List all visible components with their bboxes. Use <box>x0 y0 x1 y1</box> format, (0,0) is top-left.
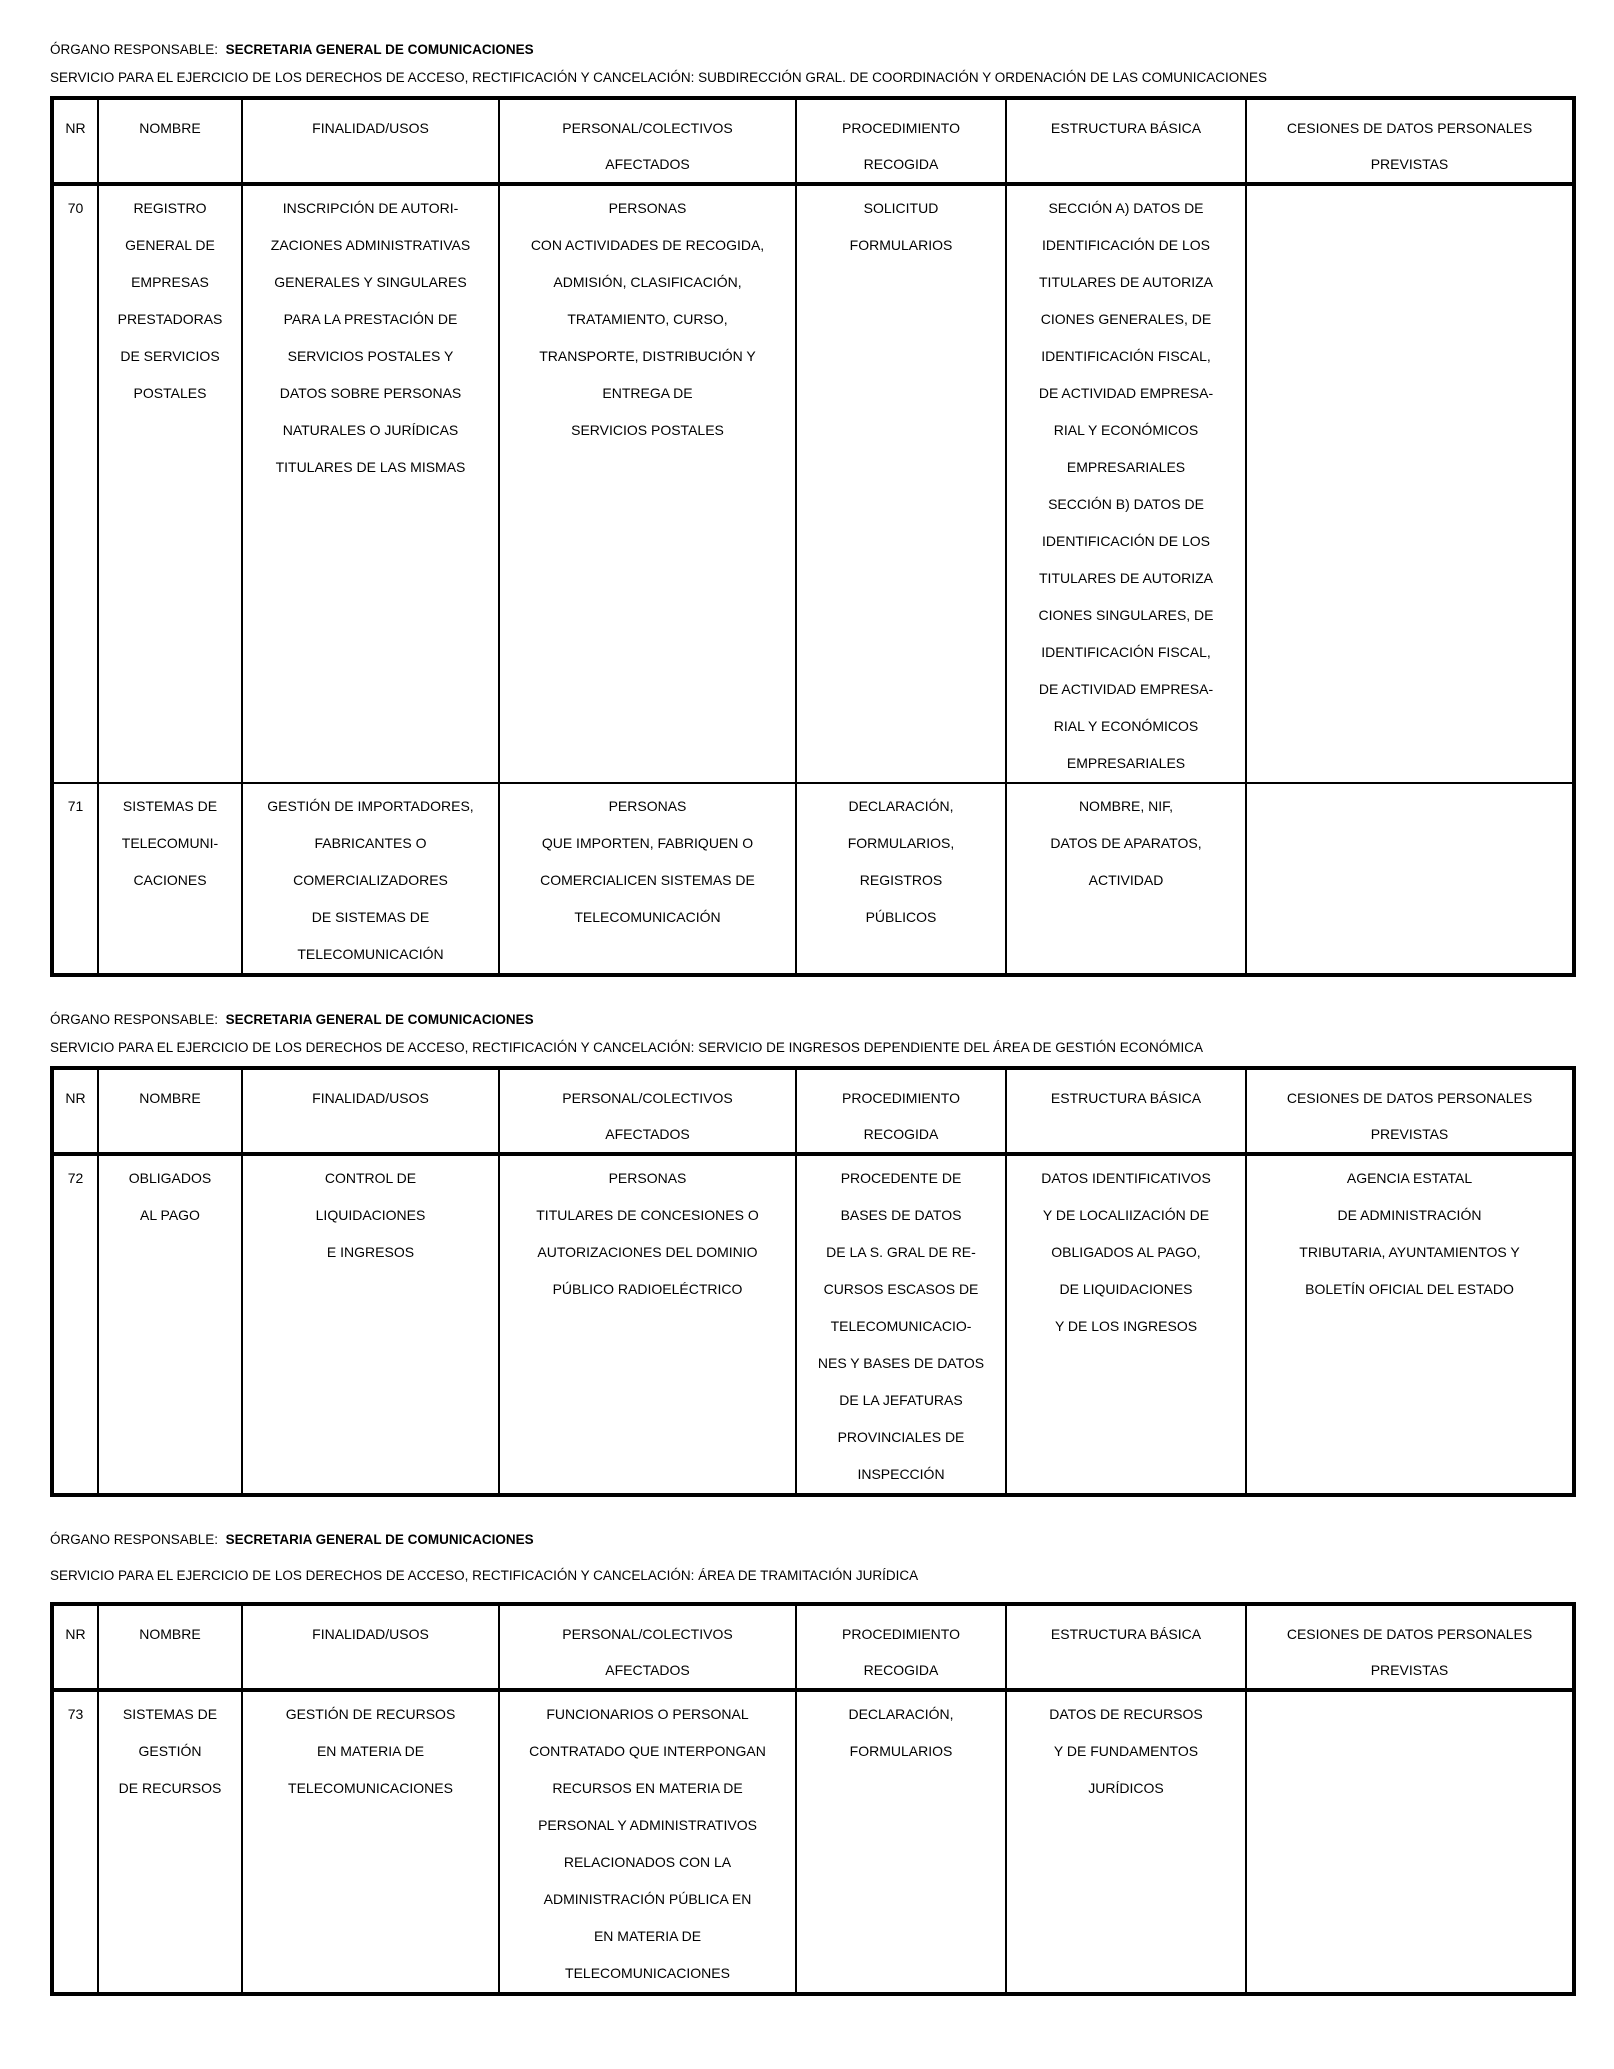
cell-text: EMPRESAS <box>131 274 209 290</box>
cell-text: INSPECCIÓN <box>857 1466 945 1482</box>
cell-text: PÚBLICOS <box>865 909 937 925</box>
header-text: AFECTADOS <box>605 156 690 172</box>
cell-text: DE LA S. GRAL DE RE- <box>826 1244 976 1260</box>
cell-text: PRESTADORAS <box>117 311 223 327</box>
cell-text: EMPRESARIALES <box>1066 755 1186 771</box>
cell-text: COMERCIALIZADORES <box>293 872 448 888</box>
cell-estructura <box>1006 1690 1246 1994</box>
header-nr <box>52 1604 98 1690</box>
cell-text: TELECOMUNICACIONES <box>288 1780 453 1796</box>
cell-text: DE ACTIVIDAD EMPRESA- <box>1038 385 1214 401</box>
header-nombre <box>98 1068 242 1154</box>
cell-text: TELECOMUNICACIÓN <box>297 946 444 962</box>
cell-text: 72 <box>67 1170 84 1186</box>
servicio-line: SERVICIO PARA EL EJERCICIO DE LOS DERECHOS DE ACCESO, RECTIFICACIÓN Y CANCELACIÓN: SUBDIRECCIÓN GRAL. DE COORDINACIÓN Y ORDENACIÓN DE LAS COMUNICACIONES <box>50 70 1267 85</box>
cell-text: TELECOMUNICACIÓN <box>574 909 721 925</box>
cell-text: Y DE LOCALIIZACIÓN DE <box>1042 1207 1210 1223</box>
cell-text: RIAL Y ECONÓMICOS <box>1053 422 1199 438</box>
cell-text: E INGRESOS <box>326 1244 415 1260</box>
cell-text: TRATAMIENTO, CURSO, <box>567 311 728 327</box>
header-text: RECOGIDA <box>863 1662 939 1678</box>
header-text: NR <box>65 1626 86 1642</box>
cell-text: TITULARES DE LAS MISMAS <box>275 459 466 475</box>
header-text: ESTRUCTURA BÁSICA <box>1050 1090 1202 1106</box>
servicio-line: SERVICIO PARA EL EJERCICIO DE LOS DERECHOS DE ACCESO, RECTIFICACIÓN Y CANCELACIÓN: ÁREA DE TRAMITACIÓN JURÍDICA <box>50 1568 919 1583</box>
cell-text: JURÍDICOS <box>1088 1780 1164 1796</box>
cell-text: TITULARES DE AUTORIZA <box>1039 570 1213 586</box>
cell-text: PARA LA PRESTACIÓN DE <box>283 311 458 327</box>
cell-cesiones <box>1246 184 1574 783</box>
cell-text: CONTRATADO QUE INTERPONGAN <box>529 1743 766 1759</box>
cell-text: CON ACTIVIDADES DE RECOGIDA, <box>530 237 765 253</box>
cell-text: DATOS SOBRE PERSONAS <box>279 385 462 401</box>
cell-text: RECURSOS EN MATERIA DE <box>552 1780 743 1796</box>
table-row <box>52 783 1574 975</box>
cell-text: PERSONAS <box>608 1170 687 1186</box>
cell-text: OBLIGADOS AL PAGO, <box>1051 1244 1201 1260</box>
header-text: NR <box>65 120 86 136</box>
cell-personal <box>499 184 796 783</box>
cell-nombre <box>98 1690 242 1994</box>
cell-text: PROVINCIALES DE <box>837 1429 965 1445</box>
header-personal <box>499 98 796 184</box>
cell-text: DATOS DE RECURSOS <box>1049 1706 1203 1722</box>
cell-finalidad <box>242 1154 499 1495</box>
header-text: PERSONAL/COLECTIVOS <box>562 1626 733 1642</box>
header-row <box>52 1068 1574 1154</box>
cell-text: FORMULARIOS <box>849 1743 953 1759</box>
table-body <box>52 184 1574 975</box>
cell-text: TELECOMUNICACIO- <box>830 1318 972 1334</box>
cell-text: EN MATERIA DE <box>316 1743 425 1759</box>
cell-text: DE ACTIVIDAD EMPRESA- <box>1038 681 1214 697</box>
cell-text: SOLICITUD <box>863 200 939 216</box>
header-row <box>52 98 1574 184</box>
cell-text: DECLARACIÓN, <box>848 1706 954 1722</box>
cell-text: RELACIONADOS CON LA <box>563 1854 732 1870</box>
section-1 <box>50 1010 1572 1497</box>
header-text: PROCEDIMIENTO <box>842 1626 960 1642</box>
cell-text: SISTEMAS DE <box>122 1706 218 1722</box>
organo-line <box>50 1530 1572 1550</box>
cell-text: PROCEDENTE DE <box>840 1170 962 1186</box>
cell-text: ZACIONES ADMINISTRATIVAS <box>270 237 471 253</box>
cell-text: DATOS DE APARATOS, <box>1050 835 1202 851</box>
cell-text: RIAL Y ECONÓMICOS <box>1053 718 1199 734</box>
header-text: AFECTADOS <box>605 1126 690 1142</box>
cell-text: GESTIÓN <box>138 1743 202 1759</box>
table-body <box>52 1690 1574 1994</box>
cell-text: POSTALES <box>133 385 207 401</box>
cell-text: REGISTRO <box>133 200 207 216</box>
header-text: PREVISTAS <box>1370 1126 1449 1142</box>
servicio-line: SERVICIO PARA EL EJERCICIO DE LOS DERECHOS DE ACCESO, RECTIFICACIÓN Y CANCELACIÓN: SERVICIO DE INGRESOS DEPENDIENTE DEL ÁREA DE GESTIÓN ECONÓMICA <box>50 1040 1204 1055</box>
cell-text: ACTIVIDAD <box>1088 872 1164 888</box>
cell-text: DECLARACIÓN, <box>848 798 954 814</box>
register-table <box>50 1066 1576 1497</box>
header-procedimiento <box>796 1604 1006 1690</box>
cell-text: GENERAL DE <box>125 237 215 253</box>
cell-text: 70 <box>67 200 84 216</box>
cell-procedimiento <box>796 783 1006 975</box>
cell-text: PÚBLICO RADIOELÉCTRICO <box>552 1281 743 1297</box>
cell-nombre <box>98 783 242 975</box>
header-text: PROCEDIMIENTO <box>842 120 960 136</box>
table-row <box>52 1154 1574 1495</box>
cell-nr <box>52 783 98 975</box>
header-procedimiento <box>796 1068 1006 1154</box>
cell-finalidad <box>242 1690 499 1994</box>
header-text: NOMBRE <box>139 1626 201 1642</box>
header-procedimiento <box>796 98 1006 184</box>
organo-value: SECRETARIA GENERAL DE COMUNICACIONES <box>225 1012 534 1027</box>
cell-text: CONTROL DE <box>324 1170 417 1186</box>
cell-text: DE SISTEMAS DE <box>311 909 430 925</box>
cell-text: LIQUIDACIONES <box>315 1207 426 1223</box>
cell-text: PERSONAS <box>608 200 687 216</box>
header-finalidad <box>242 98 499 184</box>
cell-text: TELECOMUNI- <box>121 835 219 851</box>
cell-cesiones <box>1246 1690 1574 1994</box>
header-text: FINALIDAD/USOS <box>312 1626 429 1642</box>
header-text: RECOGIDA <box>863 1126 939 1142</box>
organo-label: ÓRGANO RESPONSABLE: <box>50 42 219 57</box>
cell-text: BOLETÍN OFICIAL DEL ESTADO <box>1305 1281 1514 1297</box>
cell-text: DATOS IDENTIFICATIVOS <box>1041 1170 1211 1186</box>
cell-text: TRIBUTARIA, AYUNTAMIENTOS Y <box>1299 1244 1520 1260</box>
cell-nr <box>52 1154 98 1495</box>
cell-finalidad <box>242 783 499 975</box>
cell-text: IDENTIFICACIÓN DE LOS <box>1041 533 1211 549</box>
cell-text: PERSONAS <box>608 798 687 814</box>
cell-procedimiento <box>796 1154 1006 1495</box>
cell-text: ADMINISTRACIÓN PÚBLICA EN <box>543 1891 752 1907</box>
cell-text: SECCIÓN B) DATOS DE <box>1048 496 1204 512</box>
header-estructura <box>1006 98 1246 184</box>
cell-text: Y DE FUNDAMENTOS <box>1053 1743 1199 1759</box>
cell-text: CIONES GENERALES, DE <box>1040 311 1212 327</box>
cell-text: AL PAGO <box>140 1207 200 1223</box>
cell-text: PERSONAL Y ADMINISTRATIVOS <box>538 1817 757 1833</box>
header-finalidad <box>242 1068 499 1154</box>
cell-text: ENTREGA DE <box>602 385 693 401</box>
organo-value: SECRETARIA GENERAL DE COMUNICACIONES <box>225 1532 534 1547</box>
cell-text: NES Y BASES DE DATOS <box>817 1355 985 1371</box>
cell-text: DE ADMINISTRACIÓN <box>1337 1207 1482 1223</box>
organo-label: ÓRGANO RESPONSABLE: <box>50 1532 219 1547</box>
cell-nombre <box>98 1154 242 1495</box>
cell-text: DE LIQUIDACIONES <box>1059 1281 1193 1297</box>
header-text: PERSONAL/COLECTIVOS <box>562 120 733 136</box>
table-body <box>52 1154 1574 1495</box>
cell-text: SECCIÓN A) DATOS DE <box>1048 200 1204 216</box>
header-personal <box>499 1604 796 1690</box>
register-table <box>50 96 1576 977</box>
cell-text: 73 <box>67 1706 84 1722</box>
header-nombre <box>98 98 242 184</box>
cell-text: TITULARES DE AUTORIZA <box>1039 274 1213 290</box>
header-text: AFECTADOS <box>605 1662 690 1678</box>
cell-personal <box>499 1154 796 1495</box>
header-text: FINALIDAD/USOS <box>312 1090 429 1106</box>
cell-text: DE SERVICIOS <box>120 348 220 364</box>
cell-estructura <box>1006 184 1246 783</box>
cell-text: FORMULARIOS, <box>847 835 955 851</box>
header-nr <box>52 1068 98 1154</box>
cell-text: IDENTIFICACIÓN DE LOS <box>1041 237 1211 253</box>
cell-text: GESTIÓN DE IMPORTADORES, <box>267 798 474 814</box>
organo-line <box>50 1010 1572 1030</box>
cell-text: TRANSPORTE, DISTRIBUCIÓN Y <box>539 348 756 364</box>
cell-text: AUTORIZACIONES DEL DOMINIO <box>537 1244 758 1260</box>
cell-text: SERVICIOS POSTALES <box>571 422 724 438</box>
cell-text: NATURALES O JURÍDICAS <box>282 422 459 438</box>
cell-text: CURSOS ESCASOS DE <box>823 1281 979 1297</box>
cell-cesiones <box>1246 783 1574 975</box>
cell-text: FABRICANTES O <box>314 835 427 851</box>
register-table <box>50 1602 1576 1996</box>
cell-estructura <box>1006 783 1246 975</box>
cell-text: Y DE LOS INGRESOS <box>1054 1318 1198 1334</box>
cell-text: FORMULARIOS <box>849 237 953 253</box>
header-text: CESIONES DE DATOS PERSONALES <box>1286 120 1533 136</box>
cell-text: SERVICIOS POSTALES Y <box>287 348 454 364</box>
cell-text: DE RECURSOS <box>118 1780 222 1796</box>
header-cesiones <box>1246 1604 1574 1690</box>
cell-text: TELECOMUNICACIONES <box>565 1965 730 1981</box>
header-nr <box>52 98 98 184</box>
cell-text: OBLIGADOS <box>128 1170 212 1186</box>
header-row <box>52 1604 1574 1690</box>
cell-text: ADMISIÓN, CLASIFICACIÓN, <box>553 274 742 290</box>
header-text: PROCEDIMIENTO <box>842 1090 960 1106</box>
cell-text: TITULARES DE CONCESIONES O <box>536 1207 759 1223</box>
cell-nr <box>52 1690 98 1994</box>
cell-procedimiento <box>796 1690 1006 1994</box>
header-text: PERSONAL/COLECTIVOS <box>562 1090 733 1106</box>
cell-nr <box>52 184 98 783</box>
header-text: NOMBRE <box>139 120 201 136</box>
header-text: RECOGIDA <box>863 156 939 172</box>
cell-text: NOMBRE, NIF, <box>1078 798 1174 814</box>
cell-personal <box>499 1690 796 1994</box>
cell-text: DE LA JEFATURAS <box>839 1392 963 1408</box>
header-cesiones <box>1246 1068 1574 1154</box>
cell-text: 71 <box>67 798 84 814</box>
cell-text: INSCRIPCIÓN DE AUTORI- <box>282 200 459 216</box>
table-row <box>52 1690 1574 1994</box>
organo-value: SECRETARIA GENERAL DE COMUNICACIONES <box>225 42 534 57</box>
cell-text: IDENTIFICACIÓN FISCAL, <box>1041 348 1211 364</box>
cell-nombre <box>98 184 242 783</box>
header-personal <box>499 1068 796 1154</box>
cell-text: FUNCIONARIOS O PERSONAL <box>546 1706 749 1722</box>
header-text: CESIONES DE DATOS PERSONALES <box>1286 1626 1533 1642</box>
header-text: FINALIDAD/USOS <box>312 120 429 136</box>
header-estructura <box>1006 1068 1246 1154</box>
organo-line <box>50 40 1572 60</box>
cell-text: BASES DE DATOS <box>840 1207 962 1223</box>
cell-text: EN MATERIA DE <box>593 1928 702 1944</box>
header-estructura <box>1006 1604 1246 1690</box>
header-text: ESTRUCTURA BÁSICA <box>1050 120 1202 136</box>
cell-text: GENERALES Y SINGULARES <box>274 274 467 290</box>
cell-text: CACIONES <box>133 872 207 888</box>
cell-text: GESTIÓN DE RECURSOS <box>285 1706 456 1722</box>
header-cesiones <box>1246 98 1574 184</box>
cell-text: REGISTROS <box>859 872 943 888</box>
table-row <box>52 184 1574 783</box>
header-finalidad <box>242 1604 499 1690</box>
header-text: PREVISTAS <box>1370 1662 1449 1678</box>
cell-cesiones <box>1246 1154 1574 1495</box>
cell-text: COMERCIALICEN SISTEMAS DE <box>540 872 755 888</box>
section-0 <box>50 40 1572 977</box>
header-text: CESIONES DE DATOS PERSONALES <box>1286 1090 1533 1106</box>
cell-personal <box>499 783 796 975</box>
organo-label: ÓRGANO RESPONSABLE: <box>50 1012 219 1027</box>
cell-text: CIONES SINGULARES, DE <box>1038 607 1214 623</box>
header-nombre <box>98 1604 242 1690</box>
cell-procedimiento <box>796 184 1006 783</box>
section-2 <box>50 1530 1572 1996</box>
cell-text: AGENCIA ESTATAL <box>1346 1170 1473 1186</box>
cell-finalidad <box>242 184 499 783</box>
header-text: NR <box>65 1090 86 1106</box>
cell-text: IDENTIFICACIÓN FISCAL, <box>1041 644 1211 660</box>
cell-text: EMPRESARIALES <box>1066 459 1186 475</box>
header-text: ESTRUCTURA BÁSICA <box>1050 1626 1202 1642</box>
header-text: PREVISTAS <box>1370 156 1449 172</box>
cell-text: QUE IMPORTEN, FABRIQUEN O <box>541 835 754 851</box>
cell-estructura <box>1006 1154 1246 1495</box>
cell-text: SISTEMAS DE <box>122 798 218 814</box>
header-text: NOMBRE <box>139 1090 201 1106</box>
